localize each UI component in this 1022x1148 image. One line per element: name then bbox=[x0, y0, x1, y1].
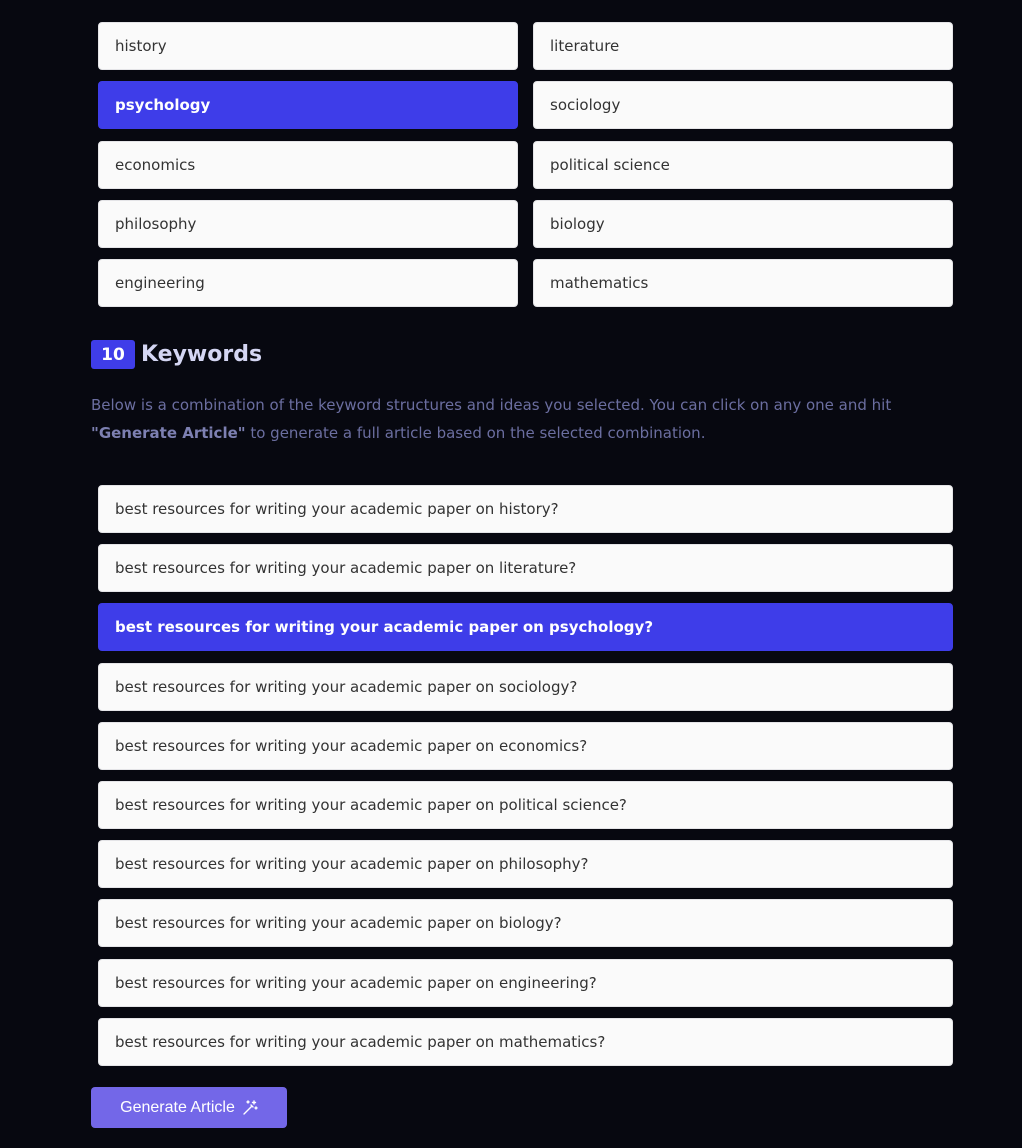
keyword-item[interactable]: best resources for writing your academic paper on history? bbox=[98, 485, 953, 533]
section-title: Keywords bbox=[141, 342, 263, 367]
topic-option[interactable]: history bbox=[98, 22, 518, 70]
keyword-item[interactable]: best resources for writing your academic paper on mathematics? bbox=[98, 1018, 953, 1066]
topic-option[interactable]: engineering bbox=[98, 259, 518, 307]
keyword-item[interactable]: best resources for writing your academic paper on engineering? bbox=[98, 959, 953, 1007]
topic-grid bbox=[98, 22, 953, 307]
topic-option[interactable]: sociology bbox=[533, 81, 953, 129]
keyword-item[interactable]: best resources for writing your academic paper on political science? bbox=[98, 781, 953, 829]
topic-option[interactable]: political science bbox=[533, 141, 953, 189]
keyword-item[interactable]: best resources for writing your academic paper on literature? bbox=[98, 544, 953, 592]
generate-article-button[interactable]: Generate Article bbox=[91, 1087, 287, 1128]
keyword-item[interactable]: best resources for writing your academic paper on psychology? bbox=[98, 603, 953, 651]
topic-option[interactable]: economics bbox=[98, 141, 518, 189]
topic-option[interactable]: biology bbox=[533, 200, 953, 248]
topic-option[interactable]: mathematics bbox=[533, 259, 953, 307]
keyword-item[interactable]: best resources for writing your academic paper on economics? bbox=[98, 722, 953, 770]
topic-option[interactable]: psychology bbox=[98, 81, 518, 129]
magic-wand-icon bbox=[242, 1100, 258, 1116]
keyword-count-badge: 10 bbox=[91, 340, 135, 369]
section-description: Below is a combination of the keyword structures and ideas you selected. You can click on any one and hit "Generate Article" to generate a full article based on the selected combination. bbox=[91, 396, 892, 442]
keywords-header bbox=[91, 340, 262, 369]
keyword-item[interactable]: best resources for writing your academic paper on sociology? bbox=[98, 663, 953, 711]
topic-option[interactable]: philosophy bbox=[98, 200, 518, 248]
topic-option[interactable]: literature bbox=[533, 22, 953, 70]
keyword-item[interactable]: best resources for writing your academic paper on biology? bbox=[98, 899, 953, 947]
keyword-item[interactable]: best resources for writing your academic paper on philosophy? bbox=[98, 840, 953, 888]
keyword-list bbox=[98, 485, 953, 1066]
